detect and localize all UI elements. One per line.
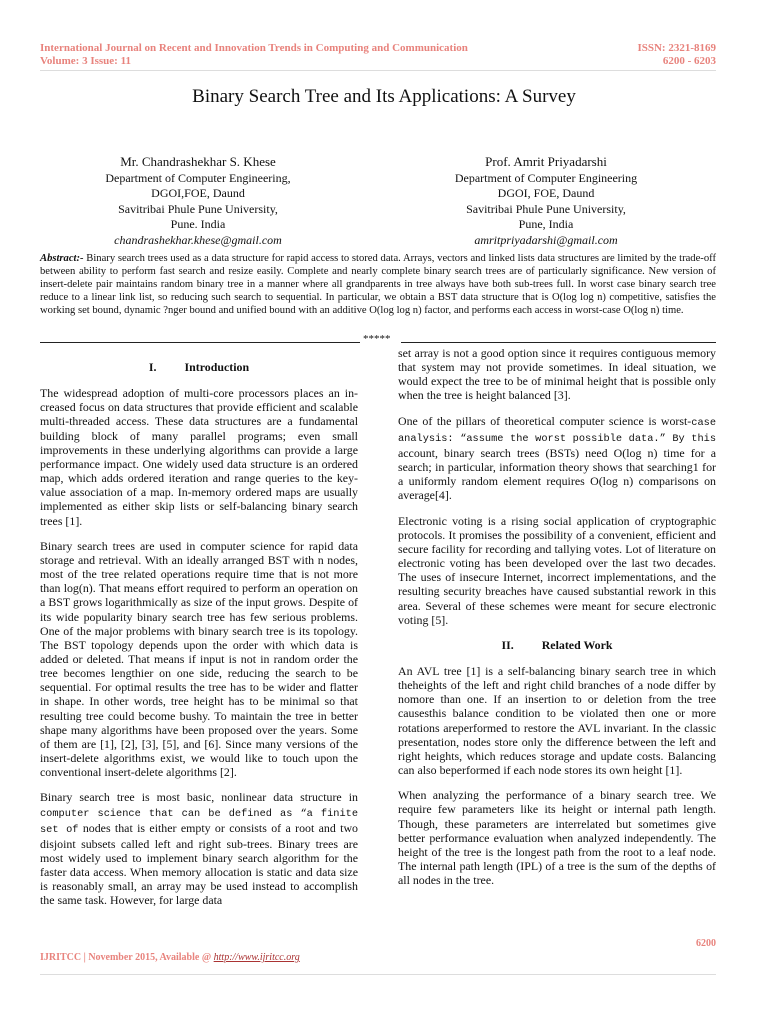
author-email: amritpriyadarshi@gmail.com bbox=[474, 232, 618, 247]
author-dept: Department of Computer Engineering bbox=[454, 170, 638, 185]
paragraph-text: nodes that is either empty or consists of a root and two disjoint subsets called left and right sub-trees. Binary trees are most widely used to implement binary search algorithm for the faster data access. When memory allocation is static and data size is reasonably small, an array may be used instead to accomplish the same task. However, for large data bbox=[40, 820, 358, 908]
abstract bbox=[40, 252, 716, 317]
section-title: Related Work bbox=[541, 637, 613, 652]
author-univ: Savitribai Phule Pune University, bbox=[118, 201, 278, 216]
author-inst: DGOI, FOE, Daund bbox=[497, 186, 595, 200]
paragraph: set array is not a good option since it requires contiguous memory that system may not provide sometimes. In ideal situation, we would expect the tree to be of minimal height that is possible only when the tree is height balanced [3]. bbox=[398, 346, 716, 403]
paragraph-text: One of the pillars of theoretical computer science is worst- bbox=[398, 413, 692, 428]
footer bbox=[40, 952, 300, 963]
separator-line-right bbox=[401, 342, 716, 343]
section-number: I. bbox=[148, 360, 157, 374]
paragraph: The widespread adoption of multi-core processors places an in- creased focus on data structures that provide efficient and scalable multi-threaded access. These data structures are a fundamental building block of many parallel programs; even small improvements in these underlying algorithms can provide a large performance impact. One widely used data structure is an ordered map, which adds ordered iteration and range queries to the key-value association of a map. In-memory ordered maps are usually implemented as either skip lists or self-balancing binary search trees [1]. bbox=[40, 386, 358, 528]
footer-divider bbox=[40, 974, 716, 975]
author-email: chandrashekhar.khese@gmail.com bbox=[114, 232, 282, 247]
abstract-text: Binary search trees used as a data structure for rapid access to stored data. Arrays, vectors and linked lists data structures are limited by the trade-off between ability to perform fast search and resize easily. Complete and nearly complete binary search trees are of particularly significance. New version of insert-delete pair maintains random binary tree in a manner where all grandparents in tree always have both sub-trees full. In worst case binary search tree reduce to a linear link list, so reducing such search to sequential. In particular, we obtain a BST data structure that is O(log log n) competitive, satisfies the working set bound, dynamic ?nger bound and unified bound with an additive O(log log n) factor, and performs each access in worst-case O(log n) time. bbox=[40, 253, 716, 317]
author-name: Prof. Amrit Priyadarshi bbox=[485, 154, 607, 169]
section-heading-introduction bbox=[40, 360, 358, 374]
author-dept: Department of Computer Engineering, bbox=[105, 170, 291, 185]
section-number: II. bbox=[501, 637, 514, 652]
paragraph bbox=[398, 414, 716, 503]
journal-name: International Journal on Recent and Innovation Trends in Computing and Communication bbox=[40, 42, 468, 54]
paragraph-text-mono: case analysis: “assume the worst possible data.” By this bbox=[398, 416, 716, 445]
journal-header bbox=[40, 42, 716, 68]
journal-volume: Volume: 3 Issue: 11 bbox=[40, 55, 131, 67]
author-place: Pune. India bbox=[170, 217, 226, 231]
section-heading-related-work bbox=[398, 638, 716, 652]
author-block-1 bbox=[48, 154, 348, 248]
paragraph: An AVL tree [1] is a self-balancing binary search tree in which theheights of the left and right child branches of a node differ by nomore than one. If an insertion to or deletion from the tree causesthis balance condition to be violated then one or more rotations areperformed to restore the AVL invariant. In the classic presentation, nodes store only the difference between the left and right heights, which reduces storage and update costs. Balancing can also beperformed if each node stores its own height [1]. bbox=[398, 663, 716, 778]
right-column bbox=[398, 346, 716, 898]
separator-line-left bbox=[40, 342, 360, 343]
author-block-2 bbox=[396, 154, 696, 248]
journal-pages: 6200 - 6203 bbox=[662, 55, 716, 67]
journal-issn: ISSN: 2321-8169 bbox=[637, 42, 716, 54]
paper-title: Binary Search Tree and Its Applications: A Survey bbox=[192, 86, 576, 107]
paragraph: Binary search trees are used in computer science for rapid data storage and retrieval. With an ideally arranged BST with n nodes, most of the tree related operations require time that is not more than log(n). That means effort required to perform an operation on a BST grows logarithmically as size of the input grows. Despite of its wide popularity binary search tree has few serious problems. One of the major problems with binary search tree is its topology. The BST topology depends upon the order with which data is added or deleted. That means if input is not in random order the tree becomes lengthier on one side, reducing the search to be sequential. For optimal results the tree has to be wider and flatter in shape. In other words, tree height has to be minimal so that resulting tree could become bushy. To maintain the tree in better shape many algorithms have been proposed over the years. Some of them are [1], [2], [3], [5], and [6]. Since many versions of the insert-delete algorithms exist, we would like to touch upon the conventional insert-delete algorithms [2]. bbox=[40, 538, 358, 780]
page-number: 6200 bbox=[696, 938, 716, 949]
section-title: Introduction bbox=[184, 360, 250, 374]
author-inst: DGOI,FOE, Daund bbox=[151, 186, 245, 200]
header-divider bbox=[40, 70, 716, 71]
paragraph: Electronic voting is a rising social application of cryptographic protocols. It promises the possibility of a convenient, efficient and secure facility for recording and tallying votes. Lot of literature on electronic voting has been developed over the last two decades. The uses of insecure Internet, incorrect implementations, and the resulting security breaches have caused substantial rework in this area. Several of these schemes were meant for secure electronic voting [5]. bbox=[398, 513, 716, 627]
paragraph bbox=[40, 790, 358, 907]
paragraph-text: account, binary search trees (BSTs) need O(log n) time for a search; in particular, information theory shows that searching1 for a uniformly random element requires O(log n) comparisons on average[4]. bbox=[398, 445, 716, 503]
paragraph: When analyzing the performance of a binary search tree. We require few parameters like its height or internal path length. Though, these parameters are interrelated but sometimes give better performance evaluation when analyzed independently. The height of the tree is the longest path from the root to a leaf node. The internal path length (IPL) of a tree is the sum of the depths of all nodes in the tree. bbox=[398, 788, 716, 888]
author-name: Mr. Chandrashekhar S. Khese bbox=[120, 154, 276, 169]
separator-stars: ***** bbox=[363, 333, 391, 345]
footer-text: IJRITCC | November 2015, Available @ bbox=[40, 952, 214, 963]
paragraph-text: Binary search tree is most basic, nonlinear data structure in bbox=[40, 790, 358, 805]
abstract-label: Abstract:- bbox=[40, 253, 84, 264]
left-column bbox=[40, 360, 358, 919]
author-place: Pune, India bbox=[518, 217, 574, 231]
paragraph-text-mono: computer science that can be defined as “a finite set of bbox=[40, 807, 358, 836]
author-univ: Savitribai Phule Pune University, bbox=[466, 201, 626, 216]
journal-link[interactable]: http://www.ijritcc.org bbox=[213, 952, 300, 963]
